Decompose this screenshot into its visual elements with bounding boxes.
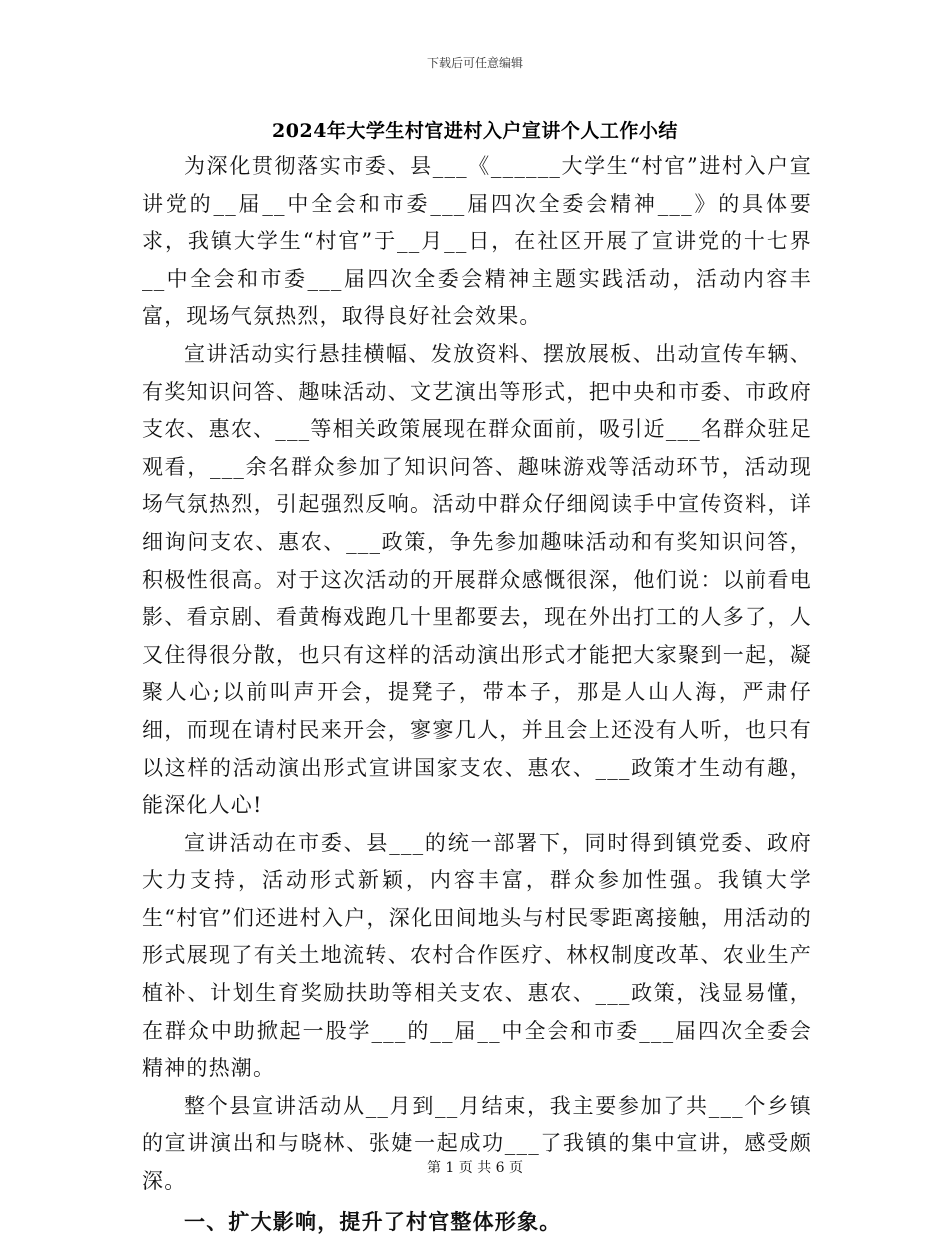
document-title: 2024年大学生村官进村入户宣讲个人工作小结 (272, 120, 678, 142)
paragraph-4: 整个县宣讲活动从__月到__月结束，我主要参加了共___个乡镇的宣讲演出和与晓林、张婕一起成功___了我镇的集中宣讲，感受颇深。 (142, 1093, 812, 1194)
paragraph-2: 宣讲活动实行悬挂横幅、发放资料、摆放展板、出动宣传车辆、有奖知识问答、趣味活动、文艺演出等形式，把中央和市委、市政府支农、惠农、___等相关政策展现在群众面前，吸引近___名群众驻足观看，___余名群众参加了知识问答、趣味游戏等活动环节，活动现场气氛热烈，引起强烈反响。活动中群众仔细阅读手中宣传资料，详细询问支农、惠农、___政策，争先参加趣味活动和有奖知识问答，积极性很高。对于这次活动的开展群众感慨很深，他们说：以前看电影、看京剧、看黄梅戏跑几十里都要去，现在外出打工的人多了，人又住得很分散，也只有这样的活动演出形式才能把大家聚到一起，凝聚人心;以前叫声开会，提凳子，带本子，那是人山人海，严肃仔细，而现在请村民来开会，寥寥几人，并且会上还没有人听，也只有以这样的活动演出形式宣讲国家支农、惠农、___政策才生动有趣，能深化人心! (142, 341, 812, 818)
paragraph-3: 宣讲活动在市委、县___的统一部署下，同时得到镇党委、政府大力支持，活动形式新颖，内容丰富，群众参加性强。我镇大学生“村官”们还进村入户，深化田间地头与村民零距离接触，用活动的形式展现了有关土地流转、农村合作医疗、林权制度改革、农业生产植补、计划生育奖励扶助等相关支农、惠农、___政策，浅显易懂，在群众中助掀起一股学___的__届__中全会和市委___届四次全委会精神的热潮。 (142, 830, 812, 1081)
section-heading: 一、扩大影响，提升了村官整体形象。 (184, 1208, 562, 1234)
page-footer: 第 1 页 共 6 页 (426, 1160, 524, 1176)
document-body (142, 148, 812, 1240)
header-note: 下载后可任意编辑 (426, 56, 523, 70)
paragraph-1: 为深化贯彻落实市委、县___《______大学生“村官”进村入户宣讲党的__届__中全会和市委___届四次全委会精神___》的具体要求，我镇大学生“村官”于__月__日，在社区开展了宣讲党的十七界__中全会和市委___届四次全委会精神主题实践活动，活动内容丰富，现场气氛热烈，取得良好社会效果。 (142, 154, 812, 329)
